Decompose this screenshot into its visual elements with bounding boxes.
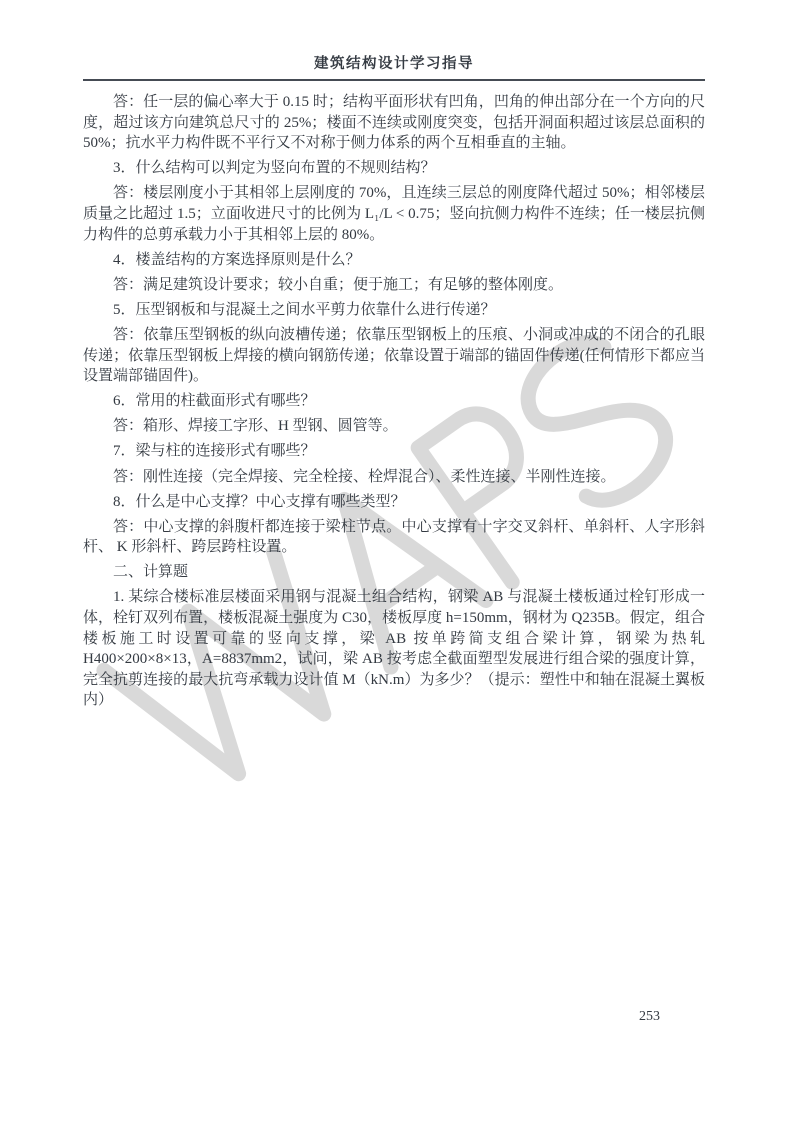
answer-paragraph-3: 答：楼层刚度小于其相邻上层刚度的 70%，且连续三层总的刚度降代超过 50%；相邻楼层质量之比超过 1.5；立面收进尺寸的比例为 L₁/L < 0.75；竖向抗侧力构件不连续；任一楼层抗侧力构件的总剪承载力小于其相邻上层的 80%。 [83,185,705,243]
question-5: 5．压型钢板和与混凝土之间水平剪力依靠什么进行传递？ [113,301,496,318]
problem-paragraph-1: 1. 某综合楼标准层楼面采用钢与混凝土组合结构，钢梁 AB 与混凝土楼板通过栓钉形成一体，栓钉双列布置，楼板混凝土强度为 C30，楼板厚度 h=150mm，钢材为 Q235B。假定，组合楼板施工时设置可靠的竖向支撑，梁 AB 按单跨简支组合梁计算，钢梁为热轧 H400×200×8×13，A=8837mm2，试问，梁 AB 按考虑全截面塑型发展进行组合梁的强度计算，完全抗剪连接的最大抗弯承载力设计值 M（kN.m）为多少？（提示：塑性中和轴在混凝土翼板内） [83,589,705,709]
question-8: 8．什么是中心支撑？中心支撑有哪些类型？ [113,493,406,510]
answer-paragraph-7: 答：刚性连接（完全焊接、完全栓接、栓焊混合）、柔性连接、半刚性连接。 [113,468,616,485]
question-4: 4．楼盖结构的方案选择原则是什么？ [113,251,361,268]
page-header-title: 建筑结构设计学习指导 [314,56,474,72]
question-6: 6．常用的柱截面形式有哪些？ [113,393,316,410]
question-7: 7．梁与柱的连接形式有哪些？ [113,443,316,460]
answer-paragraph-2: 答：任一层的偏心率大于 0.15 时；结构平面形状有凹角，凹角的伸出部分在一个方向的尺度，超过该方向建筑总尺寸的 25%；楼面不连续或刚度突变，包括开洞面积超过该层总面积的 50%；抗水平力构件既不平行又不对称于侧力体系的两个互相垂直的主轴。 [83,94,705,152]
answer-paragraph-8: 答：中心支撑的斜腹杆都连接于梁柱节点。中心支撑有十字交叉斜杆、单斜杆、人字形斜杆、 K 形斜杆、跨层跨柱设置。 [83,518,705,556]
answer-paragraph-5: 答：依靠压型钢板的纵向波槽传递；依靠压型钢板上的压痕、小洞或冲成的不闭合的孔眼传递；依靠压型钢板上焊接的横向钢筋传递；依靠设置于端部的锚固件传递(任何情形下都应当设置端部锚固件)。 [83,326,705,385]
section-heading-calculation: 二、计算题 [113,564,189,581]
answer-paragraph-4: 答：满足建筑设计要求；较小自重；便于施工；有足够的整体刚度。 [113,276,564,293]
question-3: 3．什么结构可以判定为竖向布置的不规则结构？ [113,160,436,177]
answer-paragraph-6: 答：箱形、焊接工字形、H 型钢、圆管等。 [113,418,398,435]
page-number: 253 [639,1009,660,1024]
page-header [83,52,705,81]
page-content [83,92,705,716]
